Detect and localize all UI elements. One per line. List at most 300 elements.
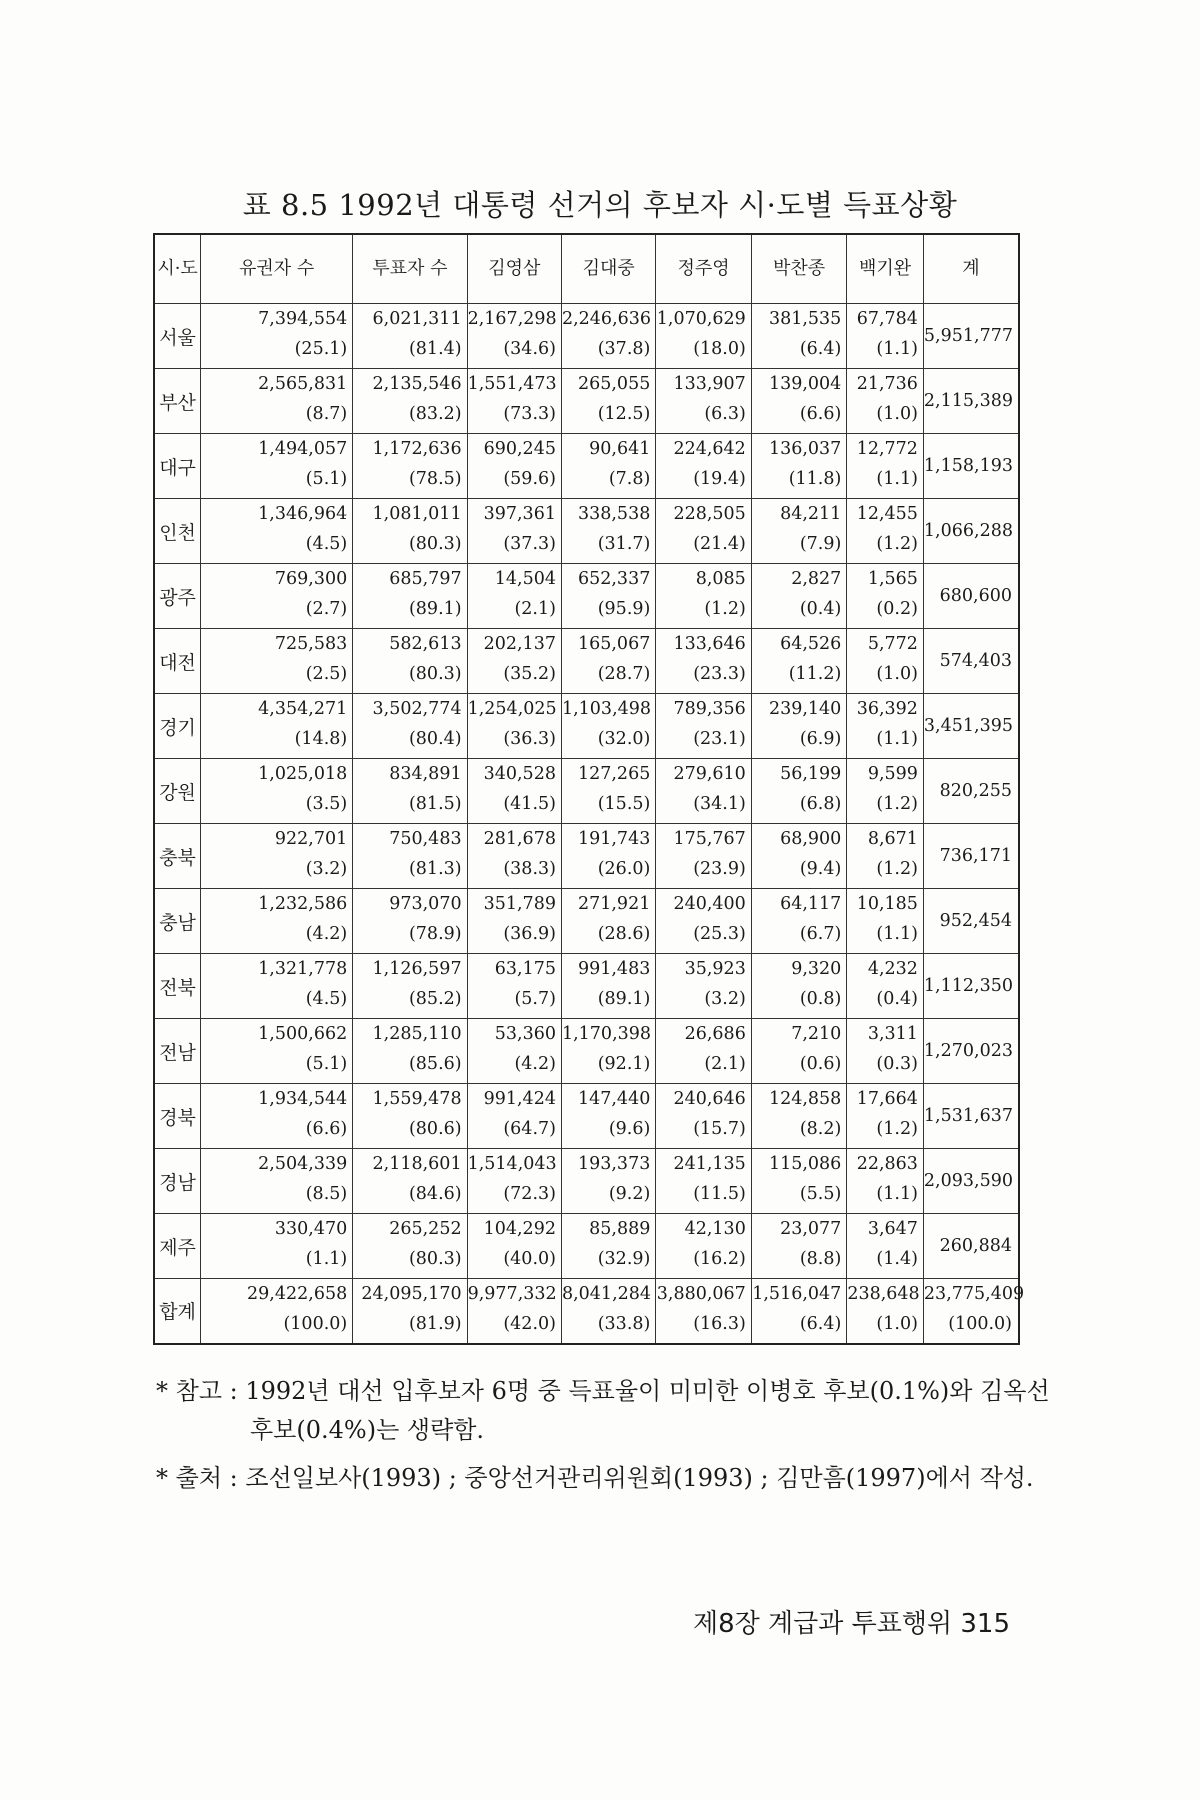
region-cell: 대구 <box>154 434 201 499</box>
turnout-cell <box>353 564 467 629</box>
pcj-count: 64,117 <box>780 894 842 914</box>
bkw-cell <box>847 759 924 824</box>
cjy-count: 228,505 <box>673 504 746 524</box>
kys-cell <box>467 369 561 434</box>
turnout-cell <box>353 954 467 1019</box>
pcj-count: 64,526 <box>780 634 842 654</box>
cjy-percent: (16.3) <box>693 1314 746 1334</box>
total-cell: 1,158,193 <box>923 434 1019 499</box>
pcj-cell <box>751 1214 846 1279</box>
pcj-percent: (6.4) <box>799 339 842 359</box>
kys-count: 1,551,473 <box>467 374 557 394</box>
voters-count: 7,394,554 <box>258 309 348 329</box>
table-row <box>154 629 1019 694</box>
turnout-cell <box>353 1084 467 1149</box>
col-header-turnout: 투표자 수 <box>353 234 467 304</box>
total-percent: (100.0) <box>948 1314 1012 1334</box>
bkw-percent: (1.1) <box>876 729 918 749</box>
bkw-percent: (1.4) <box>876 1249 918 1269</box>
kys-percent: (36.3) <box>503 729 556 749</box>
kdj-percent: (33.8) <box>597 1314 651 1334</box>
turnout-cell <box>353 1019 467 1084</box>
table-row <box>154 304 1019 369</box>
pcj-cell <box>751 1149 846 1214</box>
cjy-percent: (25.3) <box>693 924 746 944</box>
bkw-percent: (1.1) <box>876 339 918 359</box>
cjy-count: 279,610 <box>673 764 746 784</box>
total-cell: 5,951,777 <box>923 304 1019 369</box>
turnout-count: 1,285,110 <box>372 1024 462 1044</box>
turnout-percent: (85.2) <box>408 989 462 1009</box>
turnout-percent: (80.4) <box>408 729 462 749</box>
cjy-percent: (23.9) <box>693 859 746 879</box>
kdj-count: 652,337 <box>577 569 651 589</box>
total-cell: 1,270,023 <box>923 1019 1019 1084</box>
kdj-cell <box>561 1149 655 1214</box>
bkw-count: 1,565 <box>867 569 918 589</box>
turnout-percent: (85.6) <box>408 1054 462 1074</box>
voters-cell <box>201 1149 353 1214</box>
cjy-count: 42,130 <box>684 1219 746 1239</box>
pcj-count: 9,320 <box>791 959 842 979</box>
kys-count: 63,175 <box>494 959 556 979</box>
region-cell: 전남 <box>154 1019 201 1084</box>
bkw-cell <box>847 1019 924 1084</box>
voters-cell <box>201 759 353 824</box>
turnout-cell <box>353 1214 467 1279</box>
total-cell: 1,066,288 <box>923 499 1019 564</box>
kdj-percent: (89.1) <box>597 989 651 1009</box>
kdj-count: 265,055 <box>577 374 651 394</box>
total-cell: 820,255 <box>923 759 1019 824</box>
region-cell: 강원 <box>154 759 201 824</box>
table-body <box>154 304 1025 1344</box>
kys-cell <box>467 1149 561 1214</box>
bkw-count: 5,772 <box>867 634 918 654</box>
bkw-count: 3,311 <box>867 1024 918 1044</box>
pcj-percent: (11.8) <box>788 469 842 489</box>
table-row <box>154 564 1019 629</box>
cjy-cell <box>656 954 751 1019</box>
region-cell: 부산 <box>154 369 201 434</box>
pcj-percent: (6.9) <box>799 729 842 749</box>
bkw-cell <box>847 304 924 369</box>
turnout-cell <box>353 1279 467 1344</box>
cjy-count: 133,907 <box>673 374 746 394</box>
kdj-percent: (31.7) <box>597 534 651 554</box>
pcj-percent: (9.4) <box>799 859 842 879</box>
voters-cell <box>201 1214 353 1279</box>
cjy-cell <box>656 694 751 759</box>
cjy-percent: (23.1) <box>693 729 746 749</box>
kdj-count: 8,041,284 <box>561 1284 652 1304</box>
pcj-percent: (6.4) <box>799 1314 842 1334</box>
turnout-cell <box>353 889 467 954</box>
voters-percent: (3.2) <box>305 859 348 879</box>
voters-cell <box>201 954 353 1019</box>
pcj-percent: (6.7) <box>799 924 842 944</box>
kys-percent: (2.1) <box>514 599 556 619</box>
pcj-cell <box>751 369 846 434</box>
turnout-count: 265,252 <box>389 1219 462 1239</box>
kdj-percent: (28.6) <box>597 924 651 944</box>
turnout-percent: (84.6) <box>408 1184 462 1204</box>
turnout-percent: (83.2) <box>408 404 462 424</box>
region-cell: 경남 <box>154 1149 201 1214</box>
total-cell: 736,171 <box>923 824 1019 889</box>
pcj-cell <box>751 1084 846 1149</box>
region-cell: 경기 <box>154 694 201 759</box>
kdj-percent: (32.9) <box>597 1249 651 1269</box>
turnout-count: 1,081,011 <box>372 504 462 524</box>
voters-percent: (1.1) <box>305 1249 348 1269</box>
voters-percent: (6.6) <box>305 1119 348 1139</box>
cjy-cell <box>656 499 751 564</box>
cjy-percent: (16.2) <box>693 1249 746 1269</box>
region-cell: 인천 <box>154 499 201 564</box>
bkw-count: 4,232 <box>867 959 918 979</box>
kys-percent: (59.6) <box>503 469 556 489</box>
kys-cell <box>467 564 561 629</box>
turnout-percent: (89.1) <box>408 599 462 619</box>
turnout-count: 973,070 <box>389 894 462 914</box>
page-footer: 제8장 계급과 투표행위 315 <box>692 1609 1010 1639</box>
kdj-percent: (92.1) <box>597 1054 651 1074</box>
cjy-cell <box>656 1019 751 1084</box>
kdj-count: 85,889 <box>589 1219 651 1239</box>
total-cell: 574,403 <box>923 629 1019 694</box>
voters-percent: (4.5) <box>305 534 348 554</box>
cjy-percent: (11.5) <box>693 1184 746 1204</box>
kys-percent: (40.0) <box>503 1249 556 1269</box>
kys-count: 1,254,025 <box>467 699 557 719</box>
region-cell: 경북 <box>154 1084 201 1149</box>
bkw-cell <box>847 1149 924 1214</box>
table-row <box>154 499 1019 564</box>
col-header-cjy: 정주영 <box>656 234 751 304</box>
kdj-percent: (15.5) <box>597 794 651 814</box>
kys-cell <box>467 759 561 824</box>
kdj-cell <box>561 369 655 434</box>
kys-cell <box>467 1084 561 1149</box>
kys-percent: (35.2) <box>503 664 556 684</box>
bkw-percent: (1.0) <box>876 664 918 684</box>
cjy-count: 224,642 <box>673 439 746 459</box>
kys-count: 690,245 <box>483 439 556 459</box>
table-row <box>154 1084 1019 1149</box>
pcj-percent: (7.9) <box>799 534 842 554</box>
turnout-cell <box>353 369 467 434</box>
kys-cell <box>467 434 561 499</box>
kdj-count: 1,170,398 <box>561 1024 652 1044</box>
voters-cell <box>201 694 353 759</box>
kys-cell <box>467 499 561 564</box>
cjy-cell <box>656 1084 751 1149</box>
kdj-count: 193,373 <box>577 1154 651 1174</box>
kys-count: 351,789 <box>483 894 556 914</box>
pcj-count: 2,827 <box>791 569 842 589</box>
cjy-count: 1,070,629 <box>656 309 746 329</box>
region-cell: 충남 <box>154 889 201 954</box>
kdj-count: 191,743 <box>577 829 651 849</box>
voters-cell <box>201 1279 353 1344</box>
table-row <box>154 1214 1019 1279</box>
voters-percent: (4.5) <box>305 989 348 1009</box>
cjy-percent: (19.4) <box>693 469 746 489</box>
voters-percent: (2.7) <box>305 599 348 619</box>
turnout-cell <box>353 434 467 499</box>
pcj-count: 56,199 <box>780 764 842 784</box>
voters-count: 330,470 <box>274 1219 348 1239</box>
turnout-percent: (80.6) <box>408 1119 462 1139</box>
kdj-count: 2,246,636 <box>561 309 652 329</box>
kdj-percent: (9.2) <box>608 1184 651 1204</box>
kys-cell <box>467 1214 561 1279</box>
bkw-cell <box>847 1084 924 1149</box>
bkw-percent: (1.1) <box>876 924 918 944</box>
turnout-count: 2,135,546 <box>372 374 462 394</box>
region-cell: 광주 <box>154 564 201 629</box>
bkw-percent: (1.0) <box>876 1314 918 1334</box>
kys-count: 53,360 <box>494 1024 556 1044</box>
bkw-percent: (1.2) <box>876 794 918 814</box>
kdj-percent: (12.5) <box>597 404 651 424</box>
total-cell: 260,884 <box>923 1214 1019 1279</box>
turnout-count: 3,502,774 <box>372 699 462 719</box>
voters-count: 1,321,778 <box>258 959 348 979</box>
turnout-count: 582,613 <box>389 634 462 654</box>
voters-percent: (25.1) <box>294 339 348 359</box>
kys-count: 14,504 <box>494 569 556 589</box>
turnout-count: 2,118,601 <box>372 1154 462 1174</box>
voters-count: 1,346,964 <box>258 504 348 524</box>
kys-count: 2,167,298 <box>467 309 557 329</box>
table-row <box>154 434 1019 499</box>
pcj-cell <box>751 824 846 889</box>
cjy-percent: (1.2) <box>704 599 746 619</box>
kdj-count: 90,641 <box>589 439 651 459</box>
turnout-count: 6,021,311 <box>372 309 462 329</box>
voters-percent: (3.5) <box>305 794 348 814</box>
bkw-cell <box>847 889 924 954</box>
pcj-cell <box>751 1279 846 1344</box>
table-row <box>154 954 1019 1019</box>
kdj-count: 1,103,498 <box>561 699 652 719</box>
kdj-percent: (7.8) <box>608 469 651 489</box>
kys-count: 397,361 <box>483 504 556 524</box>
table-row <box>154 889 1019 954</box>
turnout-cell <box>353 824 467 889</box>
kdj-count: 165,067 <box>577 634 651 654</box>
turnout-count: 750,483 <box>389 829 462 849</box>
kys-cell <box>467 304 561 369</box>
region-cell: 서울 <box>154 304 201 369</box>
cjy-cell <box>656 629 751 694</box>
turnout-percent: (80.3) <box>408 534 462 554</box>
bkw-percent: (1.2) <box>876 534 918 554</box>
pcj-percent: (0.6) <box>799 1054 842 1074</box>
pcj-count: 84,211 <box>780 504 842 524</box>
kys-percent: (73.3) <box>503 404 556 424</box>
table-row <box>154 759 1019 824</box>
pcj-cell <box>751 759 846 824</box>
turnout-percent: (81.5) <box>408 794 462 814</box>
voters-cell <box>201 1019 353 1084</box>
voters-count: 922,701 <box>274 829 348 849</box>
pcj-cell <box>751 694 846 759</box>
bkw-cell <box>847 954 924 1019</box>
turnout-percent: (78.5) <box>408 469 462 489</box>
kys-cell <box>467 629 561 694</box>
total-cell: 952,454 <box>923 889 1019 954</box>
kdj-cell <box>561 304 655 369</box>
bkw-count: 8,671 <box>867 829 918 849</box>
pcj-percent: (6.8) <box>799 794 842 814</box>
voters-cell <box>201 434 353 499</box>
note-reference: * 참고 : 1992년 대선 입후보자 6명 중 득표율이 미미한 이병호 후보(0.1%)와 김옥선 <box>156 1377 1050 1405</box>
voters-count: 1,494,057 <box>258 439 348 459</box>
turnout-count: 1,172,636 <box>372 439 462 459</box>
voters-cell <box>201 304 353 369</box>
kdj-cell <box>561 1084 655 1149</box>
kdj-cell <box>561 434 655 499</box>
table-row <box>154 1019 1019 1084</box>
pcj-cell <box>751 954 846 1019</box>
col-header-pcj: 박찬종 <box>751 234 846 304</box>
kdj-percent: (28.7) <box>597 664 651 684</box>
col-header-total: 계 <box>923 234 1019 304</box>
pcj-cell <box>751 1019 846 1084</box>
cjy-percent: (34.1) <box>693 794 746 814</box>
bkw-cell <box>847 369 924 434</box>
kdj-cell <box>561 629 655 694</box>
bkw-cell <box>847 499 924 564</box>
voters-count: 1,500,662 <box>258 1024 348 1044</box>
kdj-cell <box>561 499 655 564</box>
kdj-count: 338,538 <box>577 504 651 524</box>
cjy-percent: (2.1) <box>704 1054 746 1074</box>
cjy-cell <box>656 1149 751 1214</box>
kdj-cell <box>561 1279 655 1344</box>
turnout-count: 24,095,170 <box>361 1284 462 1304</box>
cjy-cell <box>656 434 751 499</box>
bkw-cell <box>847 434 924 499</box>
voters-count: 1,025,018 <box>258 764 348 784</box>
cjy-cell <box>656 1214 751 1279</box>
voters-count: 1,232,586 <box>258 894 348 914</box>
kys-percent: (37.3) <box>503 534 556 554</box>
cjy-count: 8,085 <box>695 569 746 589</box>
voters-count: 2,565,831 <box>258 374 348 394</box>
table-row <box>154 824 1019 889</box>
kys-percent: (38.3) <box>503 859 556 879</box>
cjy-count: 240,400 <box>673 894 746 914</box>
cjy-cell <box>656 889 751 954</box>
cjy-count: 240,646 <box>673 1089 746 1109</box>
col-header-bkw: 백기완 <box>847 234 924 304</box>
voters-count: 29,422,658 <box>247 1284 348 1304</box>
kys-cell <box>467 824 561 889</box>
pcj-percent: (0.8) <box>799 989 842 1009</box>
bkw-count: 12,772 <box>856 439 918 459</box>
kys-cell <box>467 1279 561 1344</box>
voters-percent: (5.1) <box>305 1054 348 1074</box>
cjy-cell <box>656 824 751 889</box>
pcj-percent: (6.6) <box>799 404 842 424</box>
kdj-cell <box>561 1019 655 1084</box>
bkw-count: 10,185 <box>856 894 918 914</box>
turnout-count: 1,559,478 <box>372 1089 462 1109</box>
bkw-percent: (0.3) <box>876 1054 918 1074</box>
cjy-cell <box>656 564 751 629</box>
region-cell: 제주 <box>154 1214 201 1279</box>
kdj-percent: (37.8) <box>597 339 651 359</box>
table-title: 표 8.5 1992년 대통령 선거의 후보자 시·도별 득표상황 <box>242 188 958 222</box>
turnout-cell <box>353 1149 467 1214</box>
bkw-cell <box>847 1214 924 1279</box>
turnout-percent: (80.3) <box>408 664 462 684</box>
cjy-percent: (18.0) <box>693 339 746 359</box>
cjy-cell <box>656 369 751 434</box>
kys-count: 1,514,043 <box>467 1154 557 1174</box>
cjy-percent: (21.4) <box>693 534 746 554</box>
voters-count: 1,934,544 <box>258 1089 348 1109</box>
pcj-cell <box>751 889 846 954</box>
kdj-percent: (32.0) <box>597 729 651 749</box>
kdj-cell <box>561 694 655 759</box>
total-cell: 2,093,590 <box>923 1149 1019 1214</box>
bkw-count: 238,648 <box>847 1284 920 1304</box>
kys-count: 9,977,332 <box>467 1284 557 1304</box>
turnout-cell <box>353 759 467 824</box>
bkw-cell <box>847 694 924 759</box>
cjy-count: 3,880,067 <box>656 1284 746 1304</box>
kys-percent: (72.3) <box>503 1184 556 1204</box>
pcj-percent: (0.4) <box>799 599 842 619</box>
kdj-cell <box>561 759 655 824</box>
bkw-percent: (1.1) <box>876 469 918 489</box>
cjy-cell <box>656 304 751 369</box>
kys-count: 104,292 <box>483 1219 556 1239</box>
bkw-percent: (0.4) <box>876 989 918 1009</box>
total-cell: 1,531,637 <box>923 1084 1019 1149</box>
kys-percent: (42.0) <box>503 1314 556 1334</box>
voters-cell <box>201 564 353 629</box>
cjy-count: 175,767 <box>673 829 746 849</box>
voters-count: 4,354,271 <box>258 699 348 719</box>
voters-percent: (8.5) <box>305 1184 348 1204</box>
bkw-percent: (1.0) <box>876 404 918 424</box>
cjy-count: 26,686 <box>684 1024 746 1044</box>
total-cell: 2,115,389 <box>923 369 1019 434</box>
turnout-percent: (81.4) <box>408 339 462 359</box>
table-row <box>154 369 1019 434</box>
pcj-percent: (8.8) <box>799 1249 842 1269</box>
pcj-percent: (5.5) <box>799 1184 842 1204</box>
turnout-cell <box>353 694 467 759</box>
voters-percent: (2.5) <box>305 664 348 684</box>
kdj-percent: (9.6) <box>608 1119 651 1139</box>
voters-percent: (8.7) <box>305 404 348 424</box>
voters-cell <box>201 824 353 889</box>
cjy-percent: (23.3) <box>693 664 746 684</box>
total-cell: 680,600 <box>923 564 1019 629</box>
bkw-count: 9,599 <box>867 764 918 784</box>
kys-percent: (41.5) <box>503 794 556 814</box>
bkw-cell <box>847 1279 924 1344</box>
bkw-percent: (1.1) <box>876 1184 918 1204</box>
kdj-percent: (26.0) <box>597 859 651 879</box>
